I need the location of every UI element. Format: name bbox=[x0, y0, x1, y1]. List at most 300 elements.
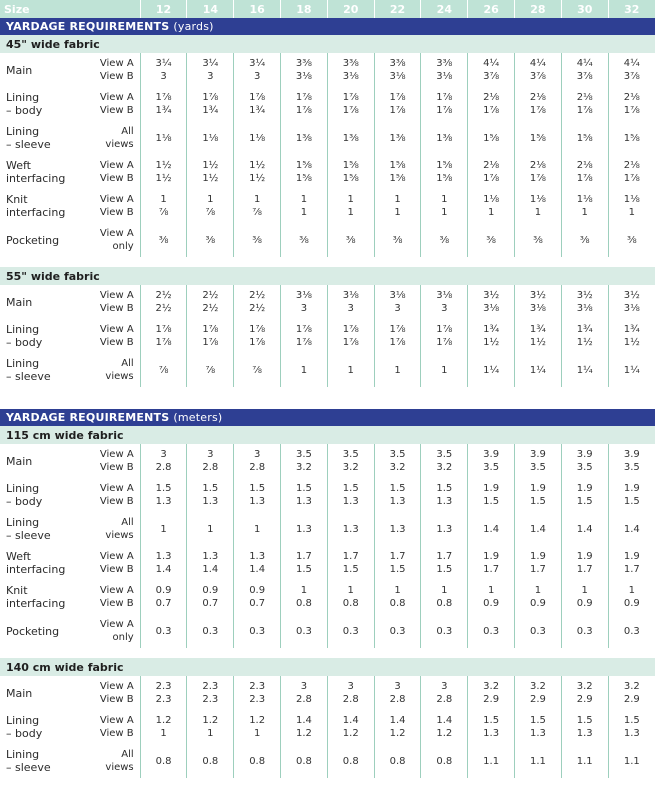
yardage-cell bbox=[608, 319, 655, 353]
yardage-value: 2½ bbox=[155, 290, 172, 301]
yardage-cell bbox=[561, 478, 608, 512]
yardage-cell bbox=[187, 580, 234, 614]
yardage-cell bbox=[374, 614, 421, 648]
yardage-value: 1.5 bbox=[155, 483, 172, 494]
view-label bbox=[79, 676, 140, 710]
yardage-value: 0.8 bbox=[389, 598, 406, 609]
yardage-cell bbox=[234, 614, 281, 648]
yardage-value: 0.8 bbox=[436, 755, 453, 767]
yardage-value: 1.4 bbox=[529, 523, 546, 535]
yardage-value: ⅜ bbox=[299, 234, 309, 246]
view-label-line: View B bbox=[99, 694, 134, 705]
row-label bbox=[0, 546, 79, 580]
yardage-cell bbox=[140, 353, 187, 387]
yardage-value: 2⅛ bbox=[623, 92, 640, 103]
yardage-cell bbox=[468, 614, 515, 648]
yardage-cell bbox=[421, 444, 468, 478]
yardage-value: 0.3 bbox=[576, 625, 593, 637]
yardage-value: 1½ bbox=[249, 160, 266, 171]
yardage-value: 3.2 bbox=[623, 681, 640, 692]
view-label bbox=[79, 121, 140, 155]
view-label bbox=[79, 580, 140, 614]
yardage-value: 2.3 bbox=[155, 694, 172, 705]
yardage-cell bbox=[561, 155, 608, 189]
yardage-cell bbox=[140, 512, 187, 546]
yardage-value: 1 bbox=[487, 585, 495, 596]
section-unit: (meters) bbox=[173, 411, 223, 424]
yardage-cell bbox=[374, 546, 421, 580]
yardage-cell bbox=[374, 155, 421, 189]
row-label-line: Lining bbox=[6, 714, 40, 727]
yardage-cell bbox=[515, 53, 562, 87]
yardage-cell bbox=[234, 285, 281, 319]
fabric-width-row bbox=[0, 267, 655, 285]
yardage-value: 0.8 bbox=[249, 755, 266, 767]
yardage-cell bbox=[374, 710, 421, 744]
view-label-line: only bbox=[112, 632, 134, 643]
yardage-value: 1.4 bbox=[576, 523, 593, 535]
yardage-value: 3¼ bbox=[249, 58, 266, 69]
table-row bbox=[0, 444, 655, 478]
yardage-cell bbox=[421, 319, 468, 353]
yardage-value: 3⅛ bbox=[389, 71, 406, 82]
yardage-value: 3⅛ bbox=[436, 71, 453, 82]
section-title: YARDAGE REQUIREMENTS bbox=[6, 20, 170, 33]
yardage-value: 1⅜ bbox=[295, 132, 312, 144]
yardage-value: 1.2 bbox=[249, 715, 266, 726]
yardage-cell bbox=[515, 614, 562, 648]
yardage-value: 1.4 bbox=[249, 564, 266, 575]
yardage-cell bbox=[140, 478, 187, 512]
yardage-value: 1 bbox=[207, 194, 214, 205]
yardage-value: 3.9 bbox=[576, 449, 593, 460]
yardage-cell bbox=[515, 87, 562, 121]
yardage-value: 1⅞ bbox=[576, 105, 593, 116]
yardage-value: 1.3 bbox=[389, 523, 406, 535]
row-label-line: Lining bbox=[6, 516, 40, 529]
view-label-line: All bbox=[121, 517, 134, 528]
yardage-value: 1¾ bbox=[576, 324, 593, 335]
yardage-cell bbox=[140, 580, 187, 614]
section-header-row bbox=[0, 409, 655, 426]
yardage-value: 1½ bbox=[483, 337, 500, 348]
row-label-line: Lining bbox=[6, 125, 40, 138]
yardage-cell bbox=[468, 512, 515, 546]
row-label bbox=[0, 676, 79, 710]
yardage-cell bbox=[327, 580, 374, 614]
yardage-cell bbox=[468, 223, 515, 257]
view-label bbox=[79, 155, 140, 189]
row-label bbox=[0, 189, 79, 223]
size-header-label: Size bbox=[0, 0, 140, 18]
yardage-cell bbox=[140, 223, 187, 257]
yardage-cell bbox=[561, 223, 608, 257]
yardage-value: 0.3 bbox=[295, 625, 312, 637]
yardage-value: 0.3 bbox=[529, 625, 546, 637]
yardage-value: 1½ bbox=[529, 337, 546, 348]
yardage-value: 1.7 bbox=[389, 551, 406, 562]
size-column-header: 14 bbox=[187, 0, 234, 18]
row-label-line: Weft bbox=[6, 550, 31, 563]
row-label-line: – sleeve bbox=[6, 529, 51, 542]
size-column-header: 26 bbox=[468, 0, 515, 18]
yardage-value: 3⅛ bbox=[342, 71, 359, 82]
yardage-cell bbox=[187, 285, 234, 319]
yardage-cell bbox=[140, 614, 187, 648]
yardage-value: 3.2 bbox=[436, 462, 453, 473]
yardage-cell bbox=[421, 512, 468, 546]
yardage-value: 0.3 bbox=[483, 625, 500, 637]
row-label-line: interfacing bbox=[6, 563, 66, 576]
yardage-cell bbox=[187, 189, 234, 223]
yardage-value: 1.9 bbox=[483, 551, 500, 562]
yardage-cell bbox=[234, 353, 281, 387]
yardage-cell bbox=[561, 512, 608, 546]
yardage-value: ⅜ bbox=[626, 234, 637, 246]
view-label-line: View B bbox=[99, 728, 134, 739]
yardage-value: 1 bbox=[300, 207, 308, 218]
view-label-line: View B bbox=[99, 496, 134, 507]
view-label-line: View A bbox=[99, 483, 134, 494]
yardage-value: 0.3 bbox=[202, 625, 219, 637]
yardage-value: 1.5 bbox=[436, 564, 453, 575]
yardage-cell bbox=[561, 319, 608, 353]
row-label bbox=[0, 87, 79, 121]
yardage-cell bbox=[327, 155, 374, 189]
yardage-value: 1.3 bbox=[436, 523, 453, 535]
yardage-value: 1.2 bbox=[389, 728, 406, 739]
yardage-cell bbox=[468, 676, 515, 710]
yardage-cell bbox=[421, 353, 468, 387]
yardage-cell bbox=[281, 478, 328, 512]
yardage-value: 3⅞ bbox=[529, 71, 546, 82]
table-row bbox=[0, 744, 655, 778]
yardage-value: 2.8 bbox=[249, 462, 266, 473]
row-label-line: Knit bbox=[6, 193, 28, 206]
yardage-value: 0.9 bbox=[155, 585, 172, 596]
yardage-value: 1⅞ bbox=[202, 92, 219, 103]
row-label bbox=[0, 478, 79, 512]
yardage-value: 1⅝ bbox=[295, 173, 312, 184]
yardage-value: 1.3 bbox=[342, 496, 359, 507]
yardage-value: 1 bbox=[160, 523, 167, 535]
yardage-cell bbox=[608, 512, 655, 546]
yardage-value: 1.4 bbox=[623, 523, 640, 535]
yardage-value: 1.5 bbox=[576, 715, 593, 726]
yardage-value: ⅜ bbox=[345, 234, 356, 246]
yardage-value: 0.3 bbox=[623, 625, 640, 637]
yardage-value: 1 bbox=[347, 194, 354, 205]
yardage-cell bbox=[327, 478, 374, 512]
table-row bbox=[0, 353, 655, 387]
table-row bbox=[0, 546, 655, 580]
yardage-value: 1 bbox=[253, 728, 261, 739]
row-label-line: – body bbox=[6, 727, 43, 740]
view-label bbox=[79, 444, 140, 478]
yardage-cell bbox=[468, 285, 515, 319]
size-column-header: 32 bbox=[608, 0, 655, 18]
view-label-line: View B bbox=[99, 105, 134, 116]
yardage-value: 1.3 bbox=[483, 728, 500, 739]
yardage-cell bbox=[281, 512, 328, 546]
yardage-value: 1 bbox=[394, 194, 401, 205]
yardage-value: 3½ bbox=[483, 290, 500, 301]
yardage-value: 2.8 bbox=[436, 694, 453, 705]
yardage-cell bbox=[187, 444, 234, 478]
yardage-value: 1.4 bbox=[155, 564, 172, 575]
yardage-cell bbox=[140, 319, 187, 353]
yardage-value: 1 bbox=[394, 207, 401, 218]
yardage-cell bbox=[187, 512, 234, 546]
row-label-line: – sleeve bbox=[6, 138, 51, 151]
yardage-value: 3 bbox=[253, 71, 261, 82]
yardage-value: 0.9 bbox=[483, 598, 500, 609]
view-label-line: views bbox=[105, 139, 134, 150]
yardage-cell bbox=[187, 744, 234, 778]
size-column-header: 16 bbox=[234, 0, 281, 18]
yardage-value: 1.7 bbox=[483, 564, 500, 575]
yardage-value: 1⅞ bbox=[249, 92, 266, 103]
yardage-value: 1.7 bbox=[623, 564, 640, 575]
fabric-width-title: 45" wide fabric bbox=[0, 35, 655, 53]
yardage-value: 1⅞ bbox=[529, 173, 546, 184]
yardage-value: 1.9 bbox=[576, 483, 593, 494]
yardage-value: 2⅛ bbox=[529, 160, 546, 171]
yardage-value: 1.4 bbox=[342, 715, 359, 726]
yardage-value: 1 bbox=[441, 194, 448, 205]
yardage-cell bbox=[608, 121, 655, 155]
subsection-spacer bbox=[0, 648, 655, 658]
yardage-cell bbox=[281, 710, 328, 744]
section-header-row bbox=[0, 18, 655, 35]
yardage-cell bbox=[561, 614, 608, 648]
yardage-cell bbox=[187, 614, 234, 648]
row-label-line: Weft bbox=[6, 159, 31, 172]
table-row bbox=[0, 710, 655, 744]
yardage-value: 1.3 bbox=[249, 496, 266, 507]
yardage-cell bbox=[327, 319, 374, 353]
yardage-value: 2.3 bbox=[155, 681, 172, 692]
yardage-value: 1.3 bbox=[436, 496, 453, 507]
yardage-cell bbox=[327, 546, 374, 580]
yardage-value: 0.8 bbox=[202, 755, 219, 767]
yardage-cell bbox=[187, 710, 234, 744]
yardage-value: 1.7 bbox=[436, 551, 453, 562]
yardage-cell bbox=[608, 444, 655, 478]
yardage-value: 2½ bbox=[202, 290, 219, 301]
yardage-value: 1.5 bbox=[623, 715, 640, 726]
yardage-value: 1⅛ bbox=[202, 132, 219, 144]
yardage-cell bbox=[468, 744, 515, 778]
yardage-cell bbox=[281, 353, 328, 387]
view-label-line: View B bbox=[99, 462, 134, 473]
yardage-cell bbox=[140, 444, 187, 478]
yardage-value: 1⅛ bbox=[249, 132, 266, 144]
row-label bbox=[0, 614, 79, 648]
yardage-cell bbox=[187, 121, 234, 155]
view-label bbox=[79, 744, 140, 778]
yardage-value: 3 bbox=[160, 449, 167, 460]
yardage-value: 3 bbox=[160, 71, 167, 82]
yardage-value: 3.5 bbox=[389, 449, 406, 460]
yardage-value: 2.8 bbox=[155, 462, 172, 473]
yardage-value: 1 bbox=[207, 523, 214, 535]
yardage-value: 3.5 bbox=[529, 462, 546, 473]
yardage-cell bbox=[374, 676, 421, 710]
yardage-value: 1.3 bbox=[576, 728, 593, 739]
yardage-value: 1.7 bbox=[295, 551, 312, 562]
yardage-cell bbox=[234, 478, 281, 512]
yardage-value: 3⅛ bbox=[389, 290, 406, 301]
view-label bbox=[79, 614, 140, 648]
table-row bbox=[0, 580, 655, 614]
row-label-line: Main bbox=[6, 63, 33, 77]
yardage-value: 1⅞ bbox=[576, 173, 593, 184]
yardage-cell bbox=[608, 744, 655, 778]
yardage-value: 1⅞ bbox=[342, 105, 359, 116]
yardage-cell bbox=[608, 353, 655, 387]
yardage-value: 3.2 bbox=[576, 681, 593, 692]
row-label bbox=[0, 155, 79, 189]
yardage-value: 1⅞ bbox=[389, 324, 406, 335]
yardage-value: 1.9 bbox=[529, 551, 546, 562]
row-label-line: – body bbox=[6, 336, 43, 349]
yardage-value: 0.8 bbox=[342, 598, 359, 609]
yardage-value: 1⅞ bbox=[483, 173, 500, 184]
yardage-cell bbox=[140, 676, 187, 710]
yardage-cell bbox=[234, 189, 281, 223]
yardage-value: 1 bbox=[534, 585, 542, 596]
yardage-cell bbox=[515, 580, 562, 614]
yardage-cell bbox=[374, 189, 421, 223]
yardage-cell bbox=[515, 121, 562, 155]
yardage-cell bbox=[281, 53, 328, 87]
yardage-cell bbox=[468, 710, 515, 744]
yardage-cell bbox=[561, 121, 608, 155]
row-label-line: interfacing bbox=[6, 206, 66, 219]
yardage-value: 1.1 bbox=[483, 755, 500, 767]
yardage-value: 1.3 bbox=[155, 496, 172, 507]
yardage-cell bbox=[561, 444, 608, 478]
row-label-line: – body bbox=[6, 495, 43, 508]
yardage-value: 1 bbox=[394, 585, 401, 596]
yardage-value: 1⅜ bbox=[342, 132, 359, 144]
yardage-value: 2.3 bbox=[202, 681, 219, 692]
subsection-spacer bbox=[0, 257, 655, 267]
row-label bbox=[0, 319, 79, 353]
view-label-line: View B bbox=[99, 71, 134, 82]
table-row bbox=[0, 155, 655, 189]
yardage-cell bbox=[187, 53, 234, 87]
yardage-value: 0.3 bbox=[155, 625, 172, 637]
yardage-cell bbox=[608, 546, 655, 580]
size-column-header: 12 bbox=[140, 0, 187, 18]
view-label-line: views bbox=[105, 530, 134, 541]
yardage-cell bbox=[281, 223, 328, 257]
yardage-value: 1.3 bbox=[202, 551, 219, 562]
yardage-cell bbox=[140, 53, 187, 87]
yardage-cell bbox=[374, 353, 421, 387]
yardage-cell bbox=[515, 285, 562, 319]
row-label-line: Lining bbox=[6, 748, 40, 761]
row-label bbox=[0, 223, 79, 257]
row-label bbox=[0, 512, 79, 546]
yardage-cell bbox=[327, 444, 374, 478]
view-label bbox=[79, 189, 140, 223]
row-label-line: Knit bbox=[6, 584, 28, 597]
table-row bbox=[0, 676, 655, 710]
yardage-value: 2.3 bbox=[202, 694, 219, 705]
yardage-cell bbox=[468, 87, 515, 121]
yardage-cell bbox=[468, 53, 515, 87]
yardage-cell bbox=[281, 319, 328, 353]
yardage-cell bbox=[515, 189, 562, 223]
yardage-value: 0.7 bbox=[155, 598, 172, 609]
yardage-cell bbox=[281, 744, 328, 778]
row-label-line: Lining bbox=[6, 357, 40, 370]
yardage-value: 3⅛ bbox=[529, 303, 546, 314]
yardage-value: 1¾ bbox=[249, 105, 266, 116]
row-label-line: – sleeve bbox=[6, 761, 51, 774]
view-label-line: views bbox=[105, 371, 134, 382]
yardage-value: 3⅛ bbox=[295, 71, 312, 82]
yardage-value: 0.3 bbox=[436, 625, 453, 637]
yardage-value: 1.4 bbox=[389, 715, 406, 726]
yardage-value: 3.5 bbox=[576, 462, 593, 473]
yardage-cell bbox=[468, 353, 515, 387]
yardage-cell bbox=[608, 614, 655, 648]
view-label bbox=[79, 478, 140, 512]
yardage-value: ⅞ bbox=[205, 207, 216, 218]
yardage-value: 1.4 bbox=[483, 523, 500, 535]
yardage-value: 1.2 bbox=[342, 728, 359, 739]
yardage-cell bbox=[327, 710, 374, 744]
yardage-cell bbox=[608, 478, 655, 512]
yardage-cell bbox=[468, 580, 515, 614]
yardage-cell bbox=[281, 189, 328, 223]
yardage-cell bbox=[281, 580, 328, 614]
yardage-cell bbox=[187, 478, 234, 512]
row-label bbox=[0, 580, 79, 614]
yardage-value: 1.9 bbox=[623, 551, 640, 562]
section-header bbox=[0, 409, 655, 426]
yardage-value: 1 bbox=[253, 194, 261, 205]
yardage-value: ⅜ bbox=[579, 234, 590, 246]
yardage-cell bbox=[187, 87, 234, 121]
yardage-value: 1⅞ bbox=[342, 324, 359, 335]
yardage-value: 2.3 bbox=[249, 681, 266, 692]
yardage-value: 3⅛ bbox=[436, 290, 453, 301]
yardage-value: 3⅞ bbox=[623, 71, 640, 82]
row-label bbox=[0, 444, 79, 478]
row-label-line: Lining bbox=[6, 91, 40, 104]
yardage-value: 1.5 bbox=[389, 483, 406, 494]
yardage-value: 2⅛ bbox=[623, 160, 640, 171]
yardage-value: 3½ bbox=[623, 290, 640, 301]
yardage-cell bbox=[515, 744, 562, 778]
yardage-value: 3.2 bbox=[389, 462, 406, 473]
yardage-cell bbox=[281, 546, 328, 580]
yardage-value: 1.3 bbox=[389, 496, 406, 507]
yardage-cell bbox=[281, 121, 328, 155]
yardage-value: 1⅞ bbox=[436, 337, 453, 348]
yardage-value: 1⅞ bbox=[295, 105, 312, 116]
yardage-cell bbox=[421, 189, 468, 223]
yardage-value: 1¾ bbox=[155, 105, 172, 116]
yardage-value: 1.4 bbox=[202, 564, 219, 575]
yardage-value: 1.4 bbox=[295, 715, 312, 726]
yardage-value: 1.5 bbox=[576, 496, 593, 507]
